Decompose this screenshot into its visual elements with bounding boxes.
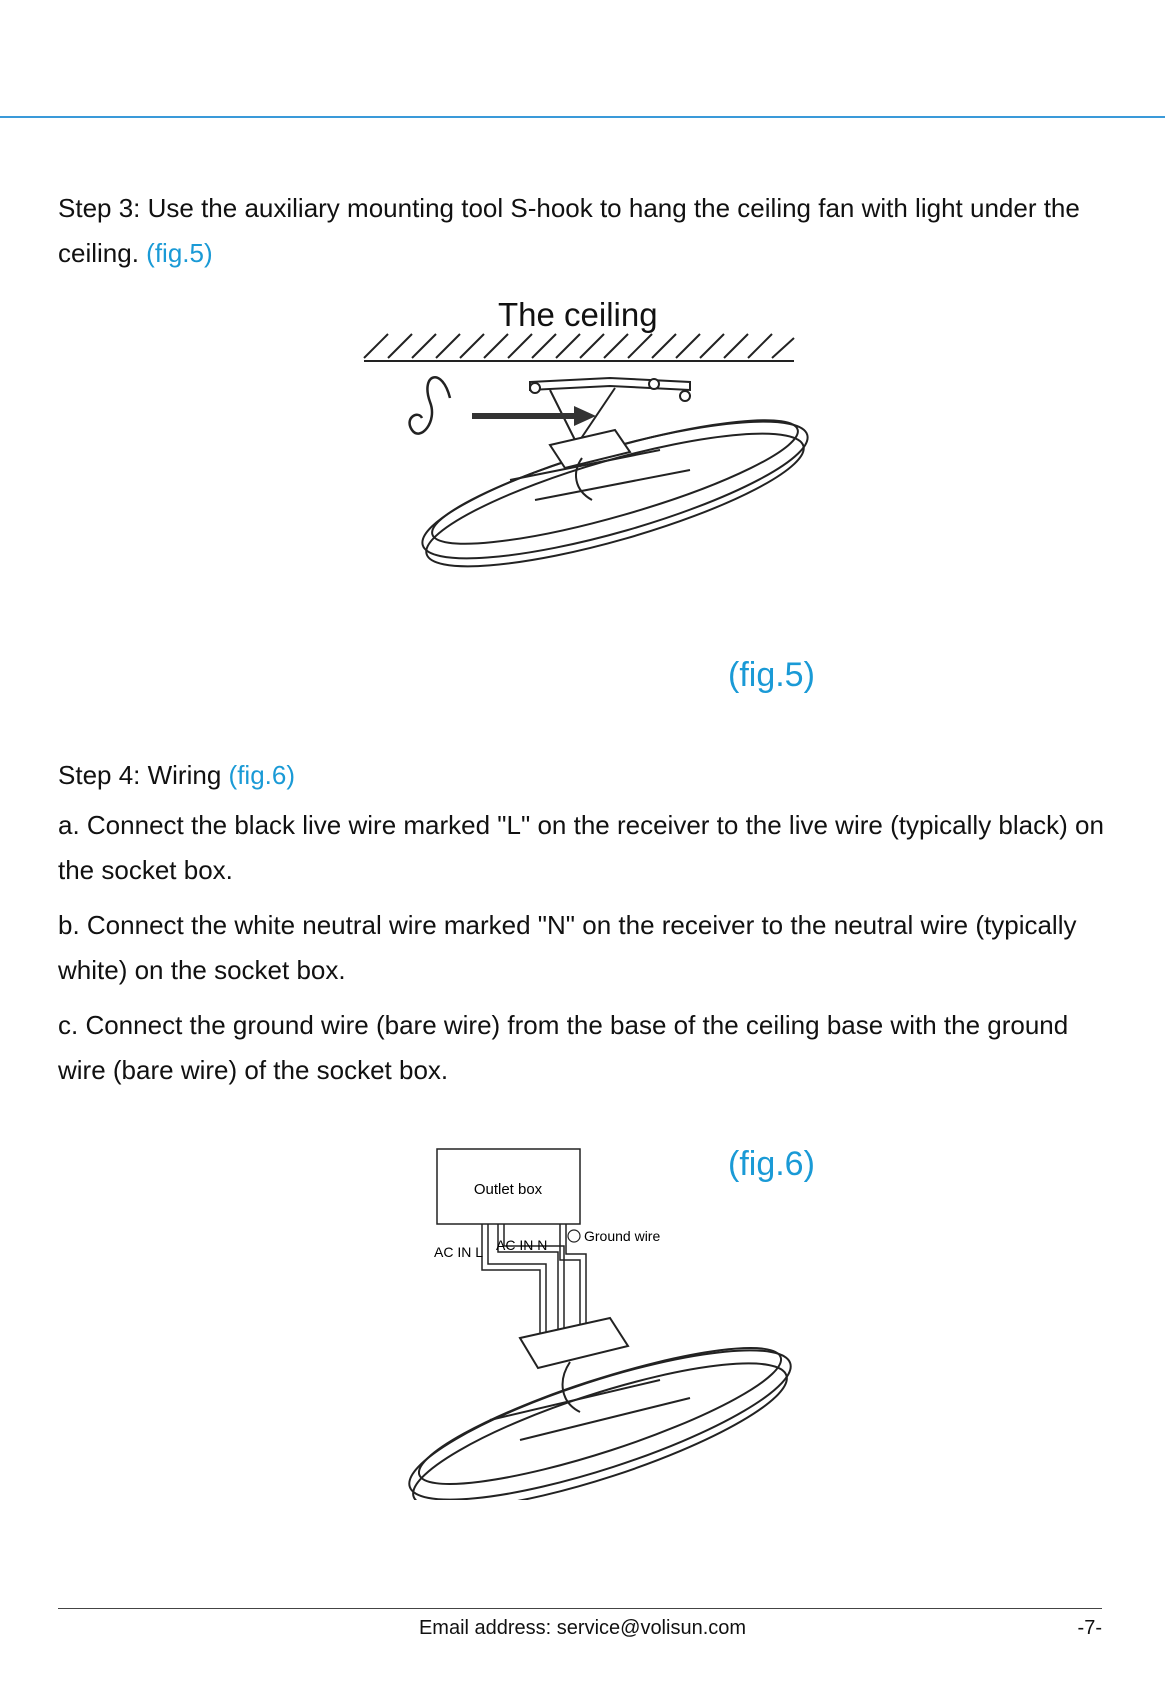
s-hook-icon [410,377,450,433]
ceiling-fan-drawing [396,1318,804,1500]
ground-wire-label: Ground wire [584,1228,661,1244]
step3-text: Step 3: Use the auxiliary mounting tool S-hook to hang the ceiling fan with light under the ceiling. [58,193,1080,268]
step4-item-b: b. Connect the white neutral wire marked "N" on the receiver to the neutral wire (typically white) on the socket box. [58,910,1077,985]
step4-heading-text: Step 4: Wiring [58,760,222,790]
step4-item-c: c. Connect the ground wire (bare wire) from the base of the ceiling base with the ground wire (bare wire) of the socket box. [58,1010,1069,1085]
ac-in-n-label: AC IN N [496,1237,548,1253]
ceiling-label: The ceiling [498,296,658,333]
step4-fig-ref: (fig.6) [228,760,295,790]
step4-item-a: a. Connect the black live wire marked "L" on the receiver to the live wire (typically black) on the socket box. [58,810,1104,885]
ceiling-hatch [364,334,794,361]
fig6-illustration [390,1140,810,1500]
ceiling-fan-drawing [411,394,810,580]
footer-email: Email address: service@volisun.com [418,1617,747,1639]
step3-paragraph [58,186,1108,276]
ground-icon [568,1230,580,1242]
page-number: -7- [1077,1617,1102,1639]
footer-rule [58,1608,1102,1609]
step4-heading [58,753,1108,798]
ac-in-l-label: AC IN L [434,1244,484,1260]
outlet-box-label: Outlet box [473,1181,543,1198]
fig5-caption: (fig.5) [728,656,815,694]
arrow-icon [472,406,596,426]
fig6-caption: (fig.6) [728,1145,815,1183]
fig5-illustration [360,330,810,580]
header-rule [0,116,1165,118]
step3-fig-ref: (fig.5) [146,238,213,268]
